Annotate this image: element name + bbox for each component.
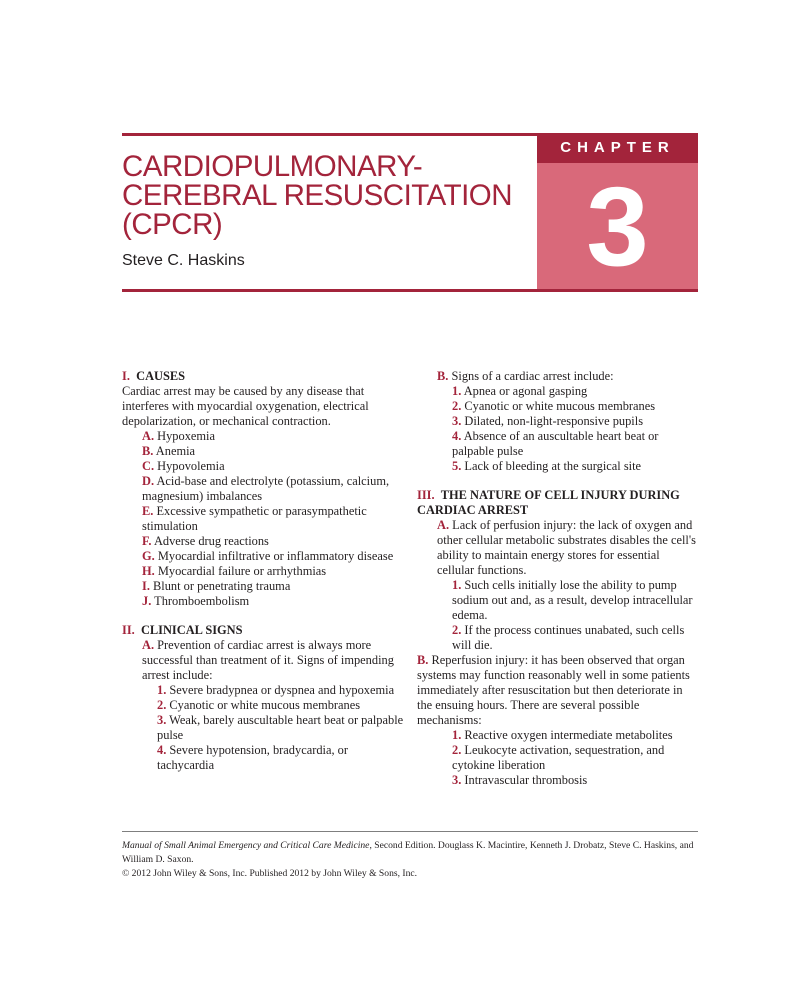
citation-text: Manual of Small Animal Emergency and Critical Care Medicine, Second Edition. Douglass K. Macintire, Kenneth J. Drobatz, Steve C. Haskins, and William D. Saxon. [122, 840, 694, 865]
title-line: (CPCR) [122, 208, 223, 241]
title-line: CEREBRAL RESUSCITATION [122, 179, 513, 212]
right-column [417, 369, 698, 788]
list-item: G. Myocardial infiltrative or inflammatory disease [142, 549, 394, 563]
list-item: D. Acid-base and electrolyte (potassium, calcium, magnesium) imbalances [142, 474, 390, 503]
list-item: B. Reperfusion injury: it has been observed that organ systems may function reasonably well in some patients immediately after resuscitation but then deteriorate in the ensuing hours. There are several possible mechanisms: [417, 653, 690, 727]
list-item: B. Anemia [142, 444, 196, 458]
sub-list-item: 3. Dilated, non-light-responsive pupils [452, 414, 644, 428]
section-heading-causes: I. CAUSES [122, 369, 186, 383]
book-title: Manual of Small Animal Emergency and Critical Care Medicine [122, 840, 370, 851]
list-item: E. Excessive sympathetic or parasympathetic stimulation [142, 504, 367, 533]
list-item: B. Signs of a cardiac arrest include: [437, 369, 614, 383]
section-heading-cell-injury: III. THE NATURE OF CELL INJURY DURING CARDIAC ARREST [417, 488, 680, 517]
sub-list-item: 2. If the process continues unabated, such cells will die. [452, 623, 685, 652]
sub-list-item: 1. Severe bradypnea or dyspnea and hypoxemia [157, 683, 395, 697]
sub-list-item: 5. Lack of bleeding at the surgical site [452, 459, 642, 473]
sub-list-item: 2. Cyanotic or white mucous membranes [452, 399, 656, 413]
sub-list-item: 4. Absence of an auscultable heart beat or palpable pulse [452, 429, 659, 458]
section-heading-clinical-signs: II. CLINICAL SIGNS [122, 623, 243, 637]
section-gap [417, 474, 698, 488]
list-item: I. Blunt or penetrating trauma [142, 579, 291, 593]
sub-list-item: 1. Reactive oxygen intermediate metabolites [452, 728, 673, 742]
section-intro: Cardiac arrest may be caused by any disease that interferes with myocardial oxygenation, electrical depolarization, or mechanical contraction. [122, 384, 369, 428]
chapter-number: 3 [586, 164, 649, 289]
sub-list-item: 2. Cyanotic or white mucous membranes [157, 698, 361, 712]
list-item: J. Thromboembolism [142, 594, 250, 608]
sub-list-item: 1. Apnea or agonal gasping [452, 384, 588, 398]
sub-list-item: 1. Such cells initially lose the ability to pump sodium out and, as a result, develop intracellular edema. [452, 578, 693, 622]
chapter-title [122, 152, 522, 239]
list-item: A. Prevention of cardiac arrest is always more successful than treatment of it. Signs of impending arrest include: [142, 638, 394, 682]
header-rule-top [122, 133, 537, 136]
sub-list-item: 2. Leukocyte activation, sequestration, and cytokine liberation [452, 743, 665, 772]
list-item: F. Adverse drug reactions [142, 534, 269, 548]
chapter-label: CHAPTER [560, 139, 675, 156]
footer-rule [122, 831, 698, 832]
chapter-box [537, 133, 698, 289]
list-item: A. Hypoxemia [142, 429, 215, 443]
footer-citation [122, 839, 698, 881]
title-line: CARDIOPULMONARY- [122, 150, 423, 183]
left-column [122, 369, 407, 773]
section-gap [122, 609, 407, 623]
sub-list-item: 3. Intravascular thrombosis [452, 773, 588, 787]
sub-list-item: 4. Severe hypotension, bradycardia, or tachycardia [157, 743, 348, 772]
header-rule-bottom [122, 289, 698, 292]
sub-list-item: 3. Weak, barely auscultable heart beat or palpable pulse [157, 713, 404, 742]
list-item: H. Myocardial failure or arrhythmias [142, 564, 327, 578]
list-item: C. Hypovolemia [142, 459, 225, 473]
copyright-notice: © 2012 John Wiley & Sons, Inc. Published 2012 by John Wiley & Sons, Inc. [122, 868, 418, 879]
author-name: Steve C. Haskins [122, 252, 245, 269]
list-item: A. Lack of perfusion injury: the lack of oxygen and other cellular metabolic substrates disables the cell's ability to maintain energy stores for essential cellular functions. [437, 518, 696, 577]
